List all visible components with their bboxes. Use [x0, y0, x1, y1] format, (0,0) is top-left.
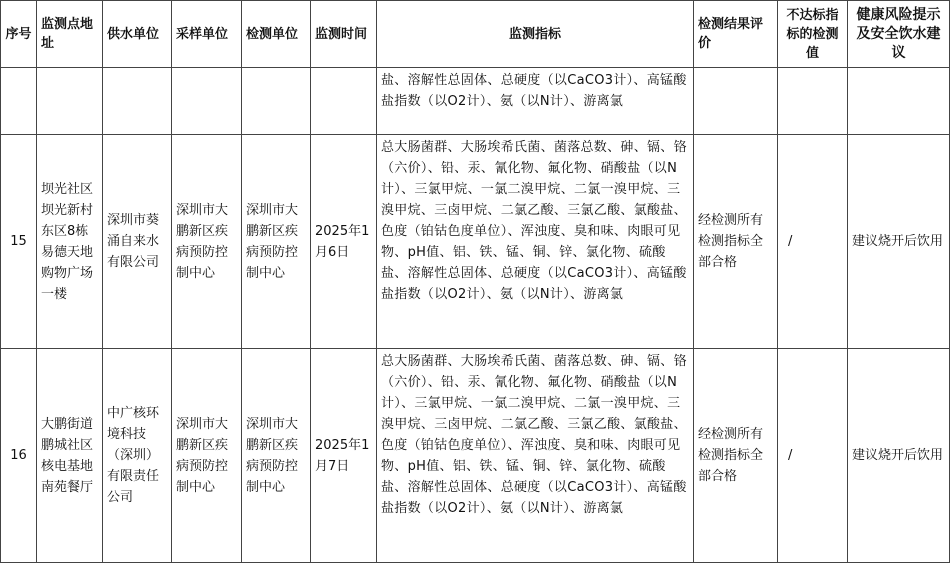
- cell-seq: 16: [1, 349, 37, 563]
- cell-advice: 建议烧开后饮用: [848, 135, 950, 349]
- header-fail-values: 不达标指标的检测值: [778, 1, 848, 68]
- cell-supplier: 中广核环境科技（深圳）有限责任公司: [103, 349, 172, 563]
- table-row: [1, 349, 950, 563]
- cell-empty: [242, 68, 311, 135]
- table-row: [1, 135, 950, 349]
- cell-empty: [848, 68, 950, 135]
- cell-sampler: 深圳市大鹏新区疾病预防控制中心: [172, 349, 242, 563]
- cell-seq: 15: [1, 135, 37, 349]
- table-row-continuation: [1, 68, 950, 135]
- header-indicators: 监测指标: [377, 1, 694, 68]
- cell-result: 经检测所有检测指标全部合格: [694, 135, 778, 349]
- cell-empty: [311, 68, 377, 135]
- cell-time: 2025年1月7日: [311, 349, 377, 563]
- header-time: 监测时间: [311, 1, 377, 68]
- cell-tester: 深圳市大鹏新区疾病预防控制中心: [242, 349, 311, 563]
- header-result: 检测结果评价: [694, 1, 778, 68]
- cell-empty: [694, 68, 778, 135]
- cell-empty: [1, 68, 37, 135]
- header-tester: 检测单位: [242, 1, 311, 68]
- cell-site: 大鹏街道鹏城社区核电基地南苑餐厅: [37, 349, 103, 563]
- cell-empty: [172, 68, 242, 135]
- cell-empty: [37, 68, 103, 135]
- cell-time: 2025年1月6日: [311, 135, 377, 349]
- cell-sampler: 深圳市大鹏新区疾病预防控制中心: [172, 135, 242, 349]
- cell-indicators: 总大肠菌群、大肠埃希氏菌、菌落总数、砷、镉、铬（六价）、铅、汞、氰化物、氟化物、硝酸盐（以N计）、三氯甲烷、一氯二溴甲烷、二氯一溴甲烷、三溴甲烷、三卤甲烷、二氯乙酸、三氯乙酸、氯酸盐、色度（铂钴色度单位）、浑浊度、臭和味、肉眼可见物、pH值、铝、铁、锰、铜、锌、氯化物、硫酸盐、溶解性总固体、总硬度（以CaCO3计）、高锰酸盐指数（以O2计）、氨（以N计）、游离氯: [377, 135, 694, 349]
- header-supplier: 供水单位: [103, 1, 172, 68]
- cell-fail-values: /: [778, 135, 848, 349]
- cell-site: 坝光社区坝光新村东区8栋易德天地购物广场一楼: [37, 135, 103, 349]
- cell-empty: [103, 68, 172, 135]
- cell-indicators: 盐、溶解性总固体、总硬度（以CaCO3计）、高锰酸盐指数（以O2计）、氨（以N计）、游离氯: [377, 68, 694, 135]
- cell-empty: [778, 68, 848, 135]
- cell-advice: 建议烧开后饮用: [848, 349, 950, 563]
- cell-fail-values: /: [778, 349, 848, 563]
- cell-supplier: 深圳市葵涌自来水有限公司: [103, 135, 172, 349]
- header-sampler: 采样单位: [172, 1, 242, 68]
- cell-result: 经检测所有检测指标全部合格: [694, 349, 778, 563]
- header-seq: 序号: [1, 1, 37, 68]
- table-header-row: [1, 1, 950, 68]
- cell-indicators: 总大肠菌群、大肠埃希氏菌、菌落总数、砷、镉、铬（六价）、铅、汞、氰化物、氟化物、硝酸盐（以N计）、三氯甲烷、一氯二溴甲烷、二氯一溴甲烷、三溴甲烷、三卤甲烷、二氯乙酸、三氯乙酸、氯酸盐、色度（铂钴色度单位）、浑浊度、臭和味、肉眼可见物、pH值、铝、铁、锰、铜、锌、氯化物、硫酸盐、溶解性总固体、总硬度（以CaCO3计）、高锰酸盐指数（以O2计）、氨（以N计）、游离氯: [377, 349, 694, 563]
- header-advice: 健康风险提示及安全饮水建议: [848, 1, 950, 68]
- header-site: 监测点地址: [37, 1, 103, 68]
- cell-tester: 深圳市大鹏新区疾病预防控制中心: [242, 135, 311, 349]
